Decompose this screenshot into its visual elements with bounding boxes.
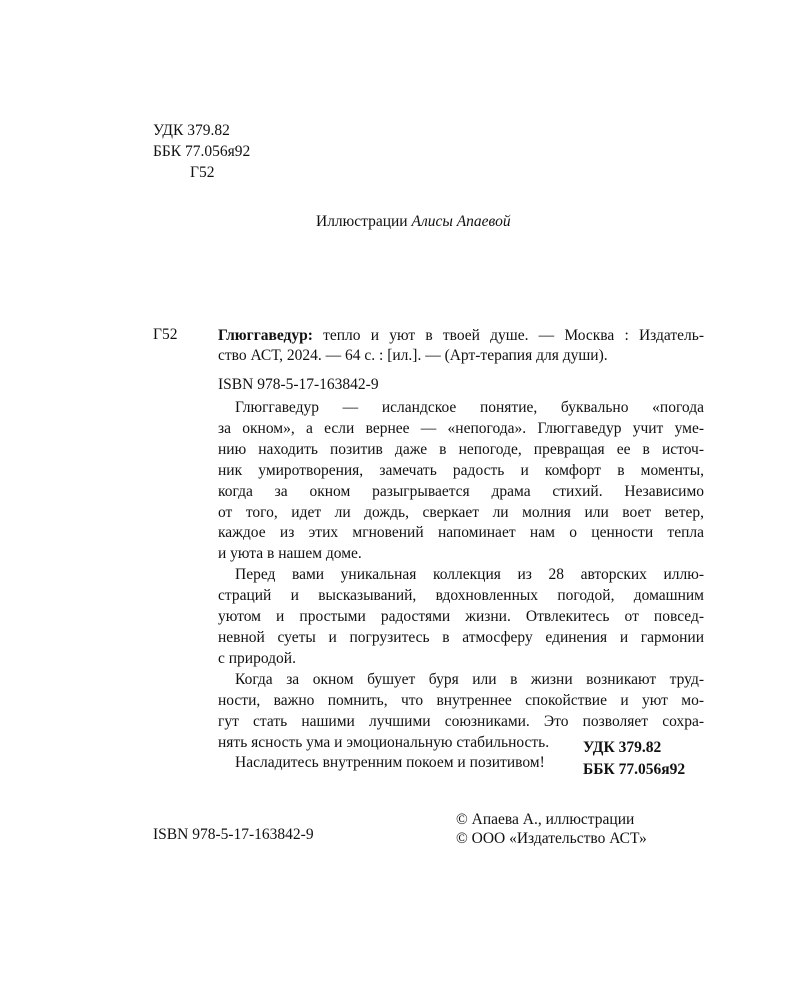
annotation-line: уютом и простыми радостями жизни. Отвлекитесь от повсед-	[218, 608, 704, 626]
catalog-entry-line-1	[218, 326, 704, 346]
catalog-entry	[218, 326, 704, 366]
annotation-line: ности, важно помнить, что внутреннее спокойствие и уют мо-	[218, 691, 704, 709]
author-sign: Г52	[190, 164, 215, 181]
bbk-code: ББК 77.056я92	[153, 143, 251, 160]
isbn-main: ISBN 978-5-17-163842-9	[218, 376, 379, 393]
illustrations-prefix: Иллюстрации	[316, 213, 408, 230]
annotation-line: нию находить позитив даже в непогоде, превращая ее в источ-	[218, 440, 704, 458]
annotation-line: когда за окном разыгрывается драма стихий. Независимо	[218, 482, 704, 500]
annotation-line: Глюггаведур — исландское понятие, буквально «погода	[235, 399, 704, 416]
annotation	[218, 398, 704, 774]
annotation-line: каждое из этих мгновений напоминает нам о ценности тепла	[218, 524, 704, 542]
annotation-line: от того, идет ли дождь, сверкает ли молния или воет ветер,	[218, 503, 704, 521]
footer-udk-code: УДК 379.82	[583, 739, 662, 756]
illustrator-name: Алисы Апаевой	[411, 213, 511, 230]
catalog-entry-description: тепло и уют в твоей душе. — Москва : Издатель-	[323, 327, 705, 344]
udk-code: УДК 379.82	[153, 122, 230, 139]
annotation-line: Перед вами уникальная коллекция из 28 авторских иллю-	[235, 566, 704, 584]
footer-bbk-code: ББК 77.056я92	[583, 761, 686, 778]
annotation-line: и уюта в нашем доме.	[218, 545, 362, 563]
annotation-line: с природой.	[218, 649, 296, 667]
annotation-line: Насладитесь внутренним покоем и позитивом!	[235, 754, 545, 772]
annotation-line: за окном», а если вернее — «непогода». Глюггаведур учит уме-	[218, 419, 704, 437]
book-title: Глюггаведур:	[218, 327, 313, 344]
footer-classification-codes	[583, 737, 685, 781]
annotation-line: ник умиротворения, замечать радость и комфорт в моменты,	[218, 461, 704, 479]
annotation-line: страций и высказываний, вдохновленных погодой, домашним	[218, 587, 704, 605]
catalog-entry-line-2: ство АСТ, 2024. — 64 с. : [ил.]. — (Арт-терапия для души).	[218, 347, 608, 364]
annotation-line: нять ясность ума и эмоциональную стабильность.	[218, 733, 550, 751]
isbn-bottom: ISBN 978-5-17-163842-9	[153, 826, 314, 843]
copyright-publisher: © ООО «Издательство АСТ»	[456, 830, 647, 847]
annotation-line: Когда за окном бушует буря или в жизни возникают труд-	[235, 670, 704, 688]
annotation-line: невной суеты и погрузитесь в атмосферу единения и гармонии	[218, 628, 704, 646]
catalog-entry-code: Г52	[153, 326, 178, 343]
annotation-line: гут стать нашими лучшими союзниками. Это позволяет сохра-	[218, 712, 704, 730]
header-classification-codes	[153, 120, 250, 183]
copyright-block	[456, 810, 647, 848]
copyright-illustrations: © Апаева А., иллюстрации	[456, 811, 635, 828]
illustrations-credit	[316, 213, 511, 231]
